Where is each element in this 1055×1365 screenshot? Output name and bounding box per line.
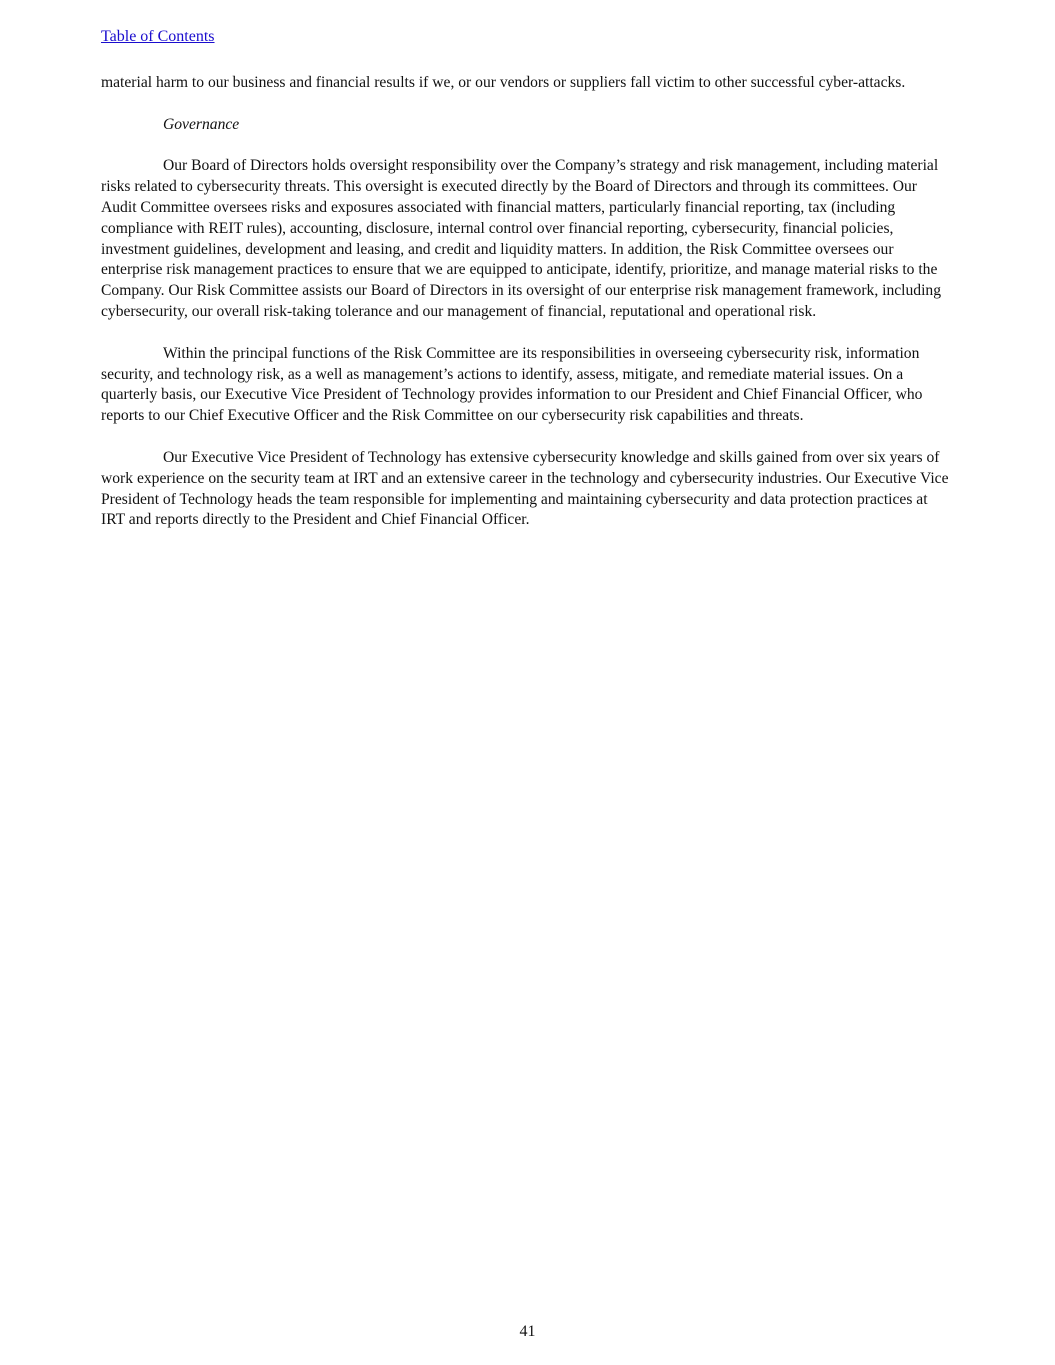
table-of-contents-link[interactable]: Table of Contents (101, 28, 215, 45)
continuation-paragraph: material harm to our business and financial results if we, or our vendors or suppliers fall victim to other successful cyber-attacks. (101, 73, 906, 91)
board-oversight-paragraph: Our Board of Directors holds oversight responsibility over the Company’s strategy and risk management, including material risks related to cybersecurity threats. This oversight is executed directly by the Board of Directors and through its committees. Our Audit Committee oversees risks and exposures associated with financial matters, particularly financial reporting, tax (including compliance with REIT rules), accounting, disclosure, internal control over financial reporting, cybersecurity, financial policies, investment guidelines, development and leasing, and credit and liquidity matters. In addition, the Risk Committee oversees our enterprise risk management practices to ensure that we are equipped to anticipate, identify, prioritize, and manage material risks to the Company. Our Risk Committee assists our Board of Directors in its oversight of our enterprise risk management framework, including cybersecurity, our overall risk-taking tolerance and our management of financial, reputational and operational risk. (101, 157, 942, 320)
document-page (101, 27, 951, 531)
governance-heading: Governance (163, 115, 240, 133)
page-number: 41 (519, 1323, 536, 1340)
risk-committee-paragraph: Within the principal functions of the Risk Committee are its responsibilities in overseeing cybersecurity risk, information security, and technology risk, as a well as management’s actions to identify, assess, mitigate, and remediate material issues. On a quarterly basis, our Executive Vice President of Technology provides information to our President and Chief Financial Officer, who reports to our Chief Executive Officer and the Risk Committee on our cybersecurity risk capabilities and threats. (101, 344, 923, 425)
evp-technology-paragraph: Our Executive Vice President of Technology has extensive cybersecurity knowledge and skills gained from over six years of work experience on the security team at IRT and an extensive career in the technology and cybersecurity industries. Our Executive Vice President of Technology heads the team responsible for implementing and maintaining cybersecurity and data protection practices at IRT and reports directly to the President and Chief Financial Officer. (101, 448, 949, 529)
